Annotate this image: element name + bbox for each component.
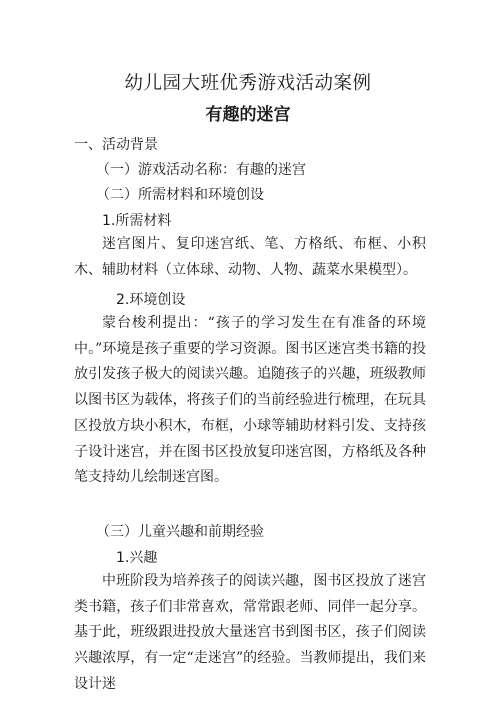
materials-subheading: 1.所需材料: [102, 213, 172, 229]
environment-paragraph: 蒙台梭利提出：“孩子的学习发生在有准备的环境中。”环境是孩子重要的学习资源。图书区迷宫类书籍的投放引发孩子极大的阅读兴趣。追随孩子的兴趣，班级教师以图书区为载体，将孩子们的当前经验进行梳理，在玩具区投放方块小积木，布框，小球等辅助材料引发、支持孩子设计迷宫，并在图书区投放复印迷宫图，方格纸及各种笔支持幼儿绘制迷宫图。: [74, 315, 426, 486]
document-subtitle: 有趣的迷宫: [205, 105, 291, 125]
document-title: 幼儿园大班优秀游戏活动案例: [124, 73, 372, 94]
interest-subheading: 1.兴趣: [116, 550, 158, 566]
section-heading-background: 一、活动背景: [74, 137, 158, 153]
section-heading-interest: （三）儿童兴趣和前期经验: [96, 524, 264, 540]
interest-paragraph: 中班阶段为培养孩子的阅读兴趣，图书区投放了迷宫类书籍，孩子们非常喜欢，常常跟老师、同伴一起分享。基于此，班级跟进投放大量迷宫书到图书区，孩子们阅读兴趣浓厚，有一定“走迷宫”的经验。当教师提出，我们来设计迷: [74, 573, 426, 692]
materials-paragraph: 迷宫图片、复印迷宫纸、笔、方格纸、布框、小积木、辅助材料（立体球、动物、人物、蔬菜水果模型）。: [74, 236, 426, 278]
section-heading-materials: （二）所需材料和环境创设: [96, 187, 264, 203]
environment-subheading: 2.环境创设: [116, 292, 186, 308]
activity-name-line: （一）游戏活动名称：有趣的迷宫: [96, 162, 306, 178]
